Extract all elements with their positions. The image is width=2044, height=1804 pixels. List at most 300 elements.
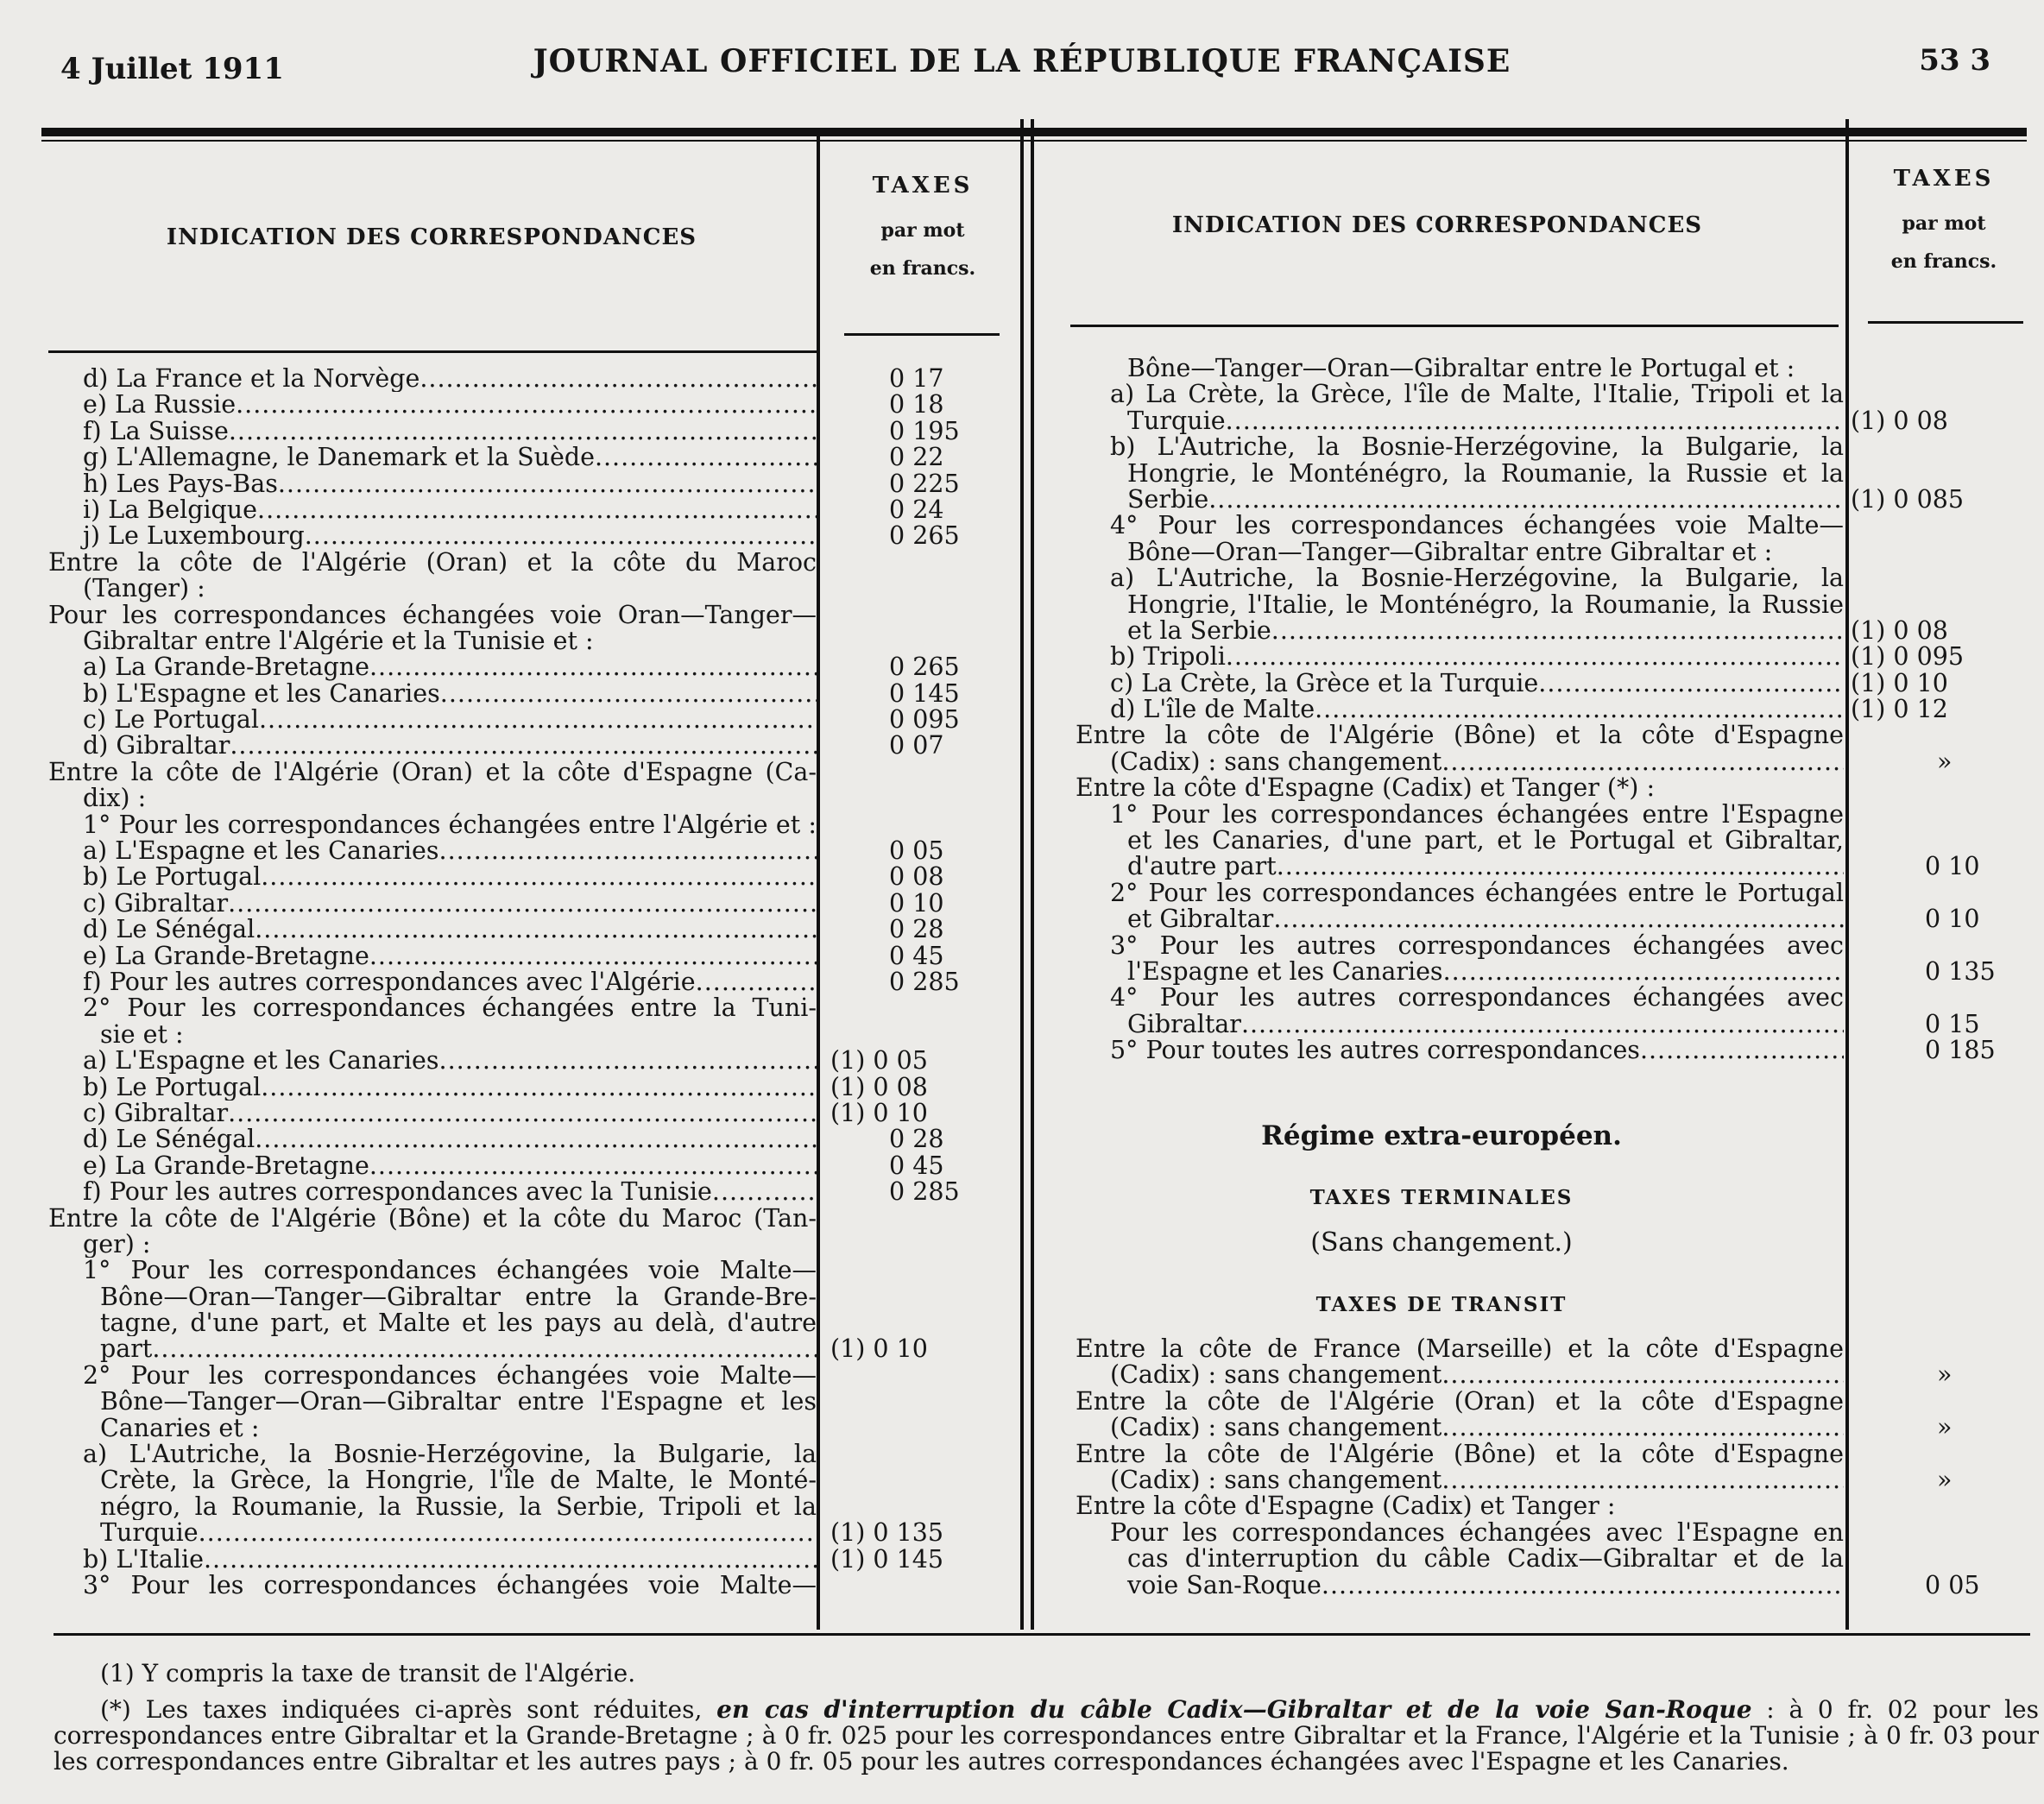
right-column-values <box>1851 356 2041 1064</box>
entry-line <box>1076 1038 1844 1063</box>
tax-value: 0 135 <box>1925 958 1996 986</box>
dot-leader <box>1442 1415 1844 1441</box>
dot-leader <box>255 1126 817 1152</box>
entry-text: a) L'Espagne et les Canaries <box>83 1048 439 1075</box>
tax-value <box>830 1284 1020 1310</box>
tax-value <box>1851 880 2041 906</box>
entry-text: f) Pour les autres correspondances avec l'Algérie <box>83 968 696 996</box>
tax-value: 0 45 <box>889 1152 944 1180</box>
tax-value <box>1851 1441 2041 1467</box>
divider-left-col <box>817 128 820 1630</box>
issue-date: 4 Juillet 1911 <box>60 52 284 86</box>
entry-line: Entre la côte de l'Algérie (Bône) et la côte d'Espagne <box>1076 1441 1844 1467</box>
entry-text: part <box>100 1336 153 1363</box>
tax-value <box>1851 539 2041 565</box>
entry-text: c) Gibraltar <box>83 1100 229 1127</box>
entry-text: d) La France et la Norvège <box>83 366 420 393</box>
entry-text: Turquie <box>1127 407 1226 435</box>
entry-line <box>48 366 817 392</box>
tax-value: 0 45 <box>889 943 944 969</box>
tax-value <box>830 1310 1020 1336</box>
tax-value: » <box>1937 1415 1953 1441</box>
entry-line <box>48 1416 817 1441</box>
tax-value <box>830 1389 1020 1415</box>
entry-line <box>1076 1362 1844 1388</box>
tax-value <box>830 1416 1020 1441</box>
tax-value <box>1851 933 2041 959</box>
entry-line: 3° Pour les autres correspondances échangées avec <box>1110 932 1844 959</box>
entry-text: b) Tripoli <box>1110 644 1226 671</box>
footnote-2-start: (*) Les taxes indiquées ci-après sont réduites, <box>100 1695 703 1724</box>
tax-value: (1) 0 10 <box>1851 670 1948 697</box>
divider-center-1 <box>1020 119 1024 1630</box>
entry-text: 5° Pour toutes les autres correspondances <box>1110 1038 1640 1064</box>
tax-value: (1) 0 08 <box>830 1074 928 1101</box>
entry-line <box>48 1336 817 1362</box>
regime-title: Régime extra-européen. <box>1261 1120 1622 1151</box>
entry-text: Entre la côte d'Espagne (Cadix) et Tanger (*) : <box>1076 775 1656 802</box>
dot-leader <box>229 419 817 445</box>
tax-value: 0 18 <box>889 392 944 419</box>
dot-leader <box>1271 618 1844 644</box>
entry-line <box>1076 854 1844 880</box>
entry-text: d) Le Sénégal <box>83 917 256 943</box>
tax-value: (1) 0 05 <box>830 1048 928 1075</box>
dot-leader <box>1538 671 1844 697</box>
entry-line <box>48 1048 817 1074</box>
tax-value: 0 05 <box>889 838 944 865</box>
entry-line: Entre la côte de l'Algérie (Bône) et la côte d'Espagne <box>1076 722 1844 749</box>
dot-leader <box>420 366 817 392</box>
tax-value <box>1851 985 2041 1011</box>
dot-leader <box>712 1179 817 1205</box>
entry-line <box>48 681 817 707</box>
entry-text: Turquie <box>100 1520 199 1547</box>
right-indication-header: INDICATION DES CORRESPONDANCES <box>1171 212 1703 238</box>
entry-line <box>1076 671 1844 697</box>
entry-line: négro, la Roumanie, la Russie, la Serbie, Tripoli et la <box>100 1493 817 1521</box>
entry-line <box>48 471 817 497</box>
dot-leader <box>1640 1038 1844 1063</box>
dot-leader <box>440 681 817 707</box>
entry-line <box>48 497 817 523</box>
entry-line <box>1076 408 1844 434</box>
entry-line: 2° Pour les correspondances échangées entre la Tuni- <box>83 995 817 1022</box>
entry-line: Entre la côte de l'Algérie (Oran) et la côte du Maroc <box>48 549 817 577</box>
entry-text: Entre la côte d'Espagne (Cadix) et Tanger : <box>1076 1493 1616 1520</box>
tax-value: » <box>1937 1467 1953 1494</box>
entry-text: sie et : <box>100 1021 184 1049</box>
entry-line <box>48 628 817 654</box>
dot-leader <box>261 1075 817 1101</box>
entry-line <box>48 1520 817 1546</box>
tax-value: 0 145 <box>889 680 960 708</box>
entry-line: 4° Pour les autres correspondances échangées avec <box>1110 985 1844 1012</box>
in-francs-label: en francs. <box>869 257 976 280</box>
page-number: 53 3 <box>1919 43 1990 78</box>
footnote-2-end: : à 0 fr. 02 pour les correspondances entre Gibraltar et la Grande-Bretagne ; à 0 fr. 025 pour les correspondances entre Gibraltar et la France, l'Algérie et la Tunisie ; à 0 fr. 03 pour les correspondances entre Gibraltar et les autres pays ; à 0 fr. 05 pour les autres correspondances échangées avec l'Espagne et les Canaries. <box>54 1695 2039 1776</box>
tax-value <box>1851 461 2041 487</box>
entry-line <box>48 969 817 995</box>
entry-text: (Cadix) : sans changement <box>1110 748 1442 776</box>
tax-value <box>1851 1520 2041 1546</box>
entry-text: Bône—Tanger—Oran—Gibraltar entre le Portugal et : <box>1127 356 1795 382</box>
entry-line: tagne, d'une part, et Malte et les pays au delà, d'autre <box>100 1310 817 1337</box>
entry-text: b) L'Italie <box>83 1546 204 1573</box>
entry-text: f) Pour les autres correspondances avec la Tunisie <box>83 1179 712 1206</box>
tax-value: (1) 0 08 <box>1851 407 1948 435</box>
tax-value <box>830 1363 1020 1389</box>
entry-line <box>48 1101 817 1126</box>
tax-value <box>830 1494 1020 1520</box>
entry-line <box>1076 1012 1844 1038</box>
tax-value <box>1851 802 2041 828</box>
entry-text: (Cadix) : sans changement <box>1110 1467 1442 1494</box>
entry-text: l'Espagne et les Canaries <box>1127 958 1443 986</box>
entry-line <box>48 392 817 418</box>
left-taxes-header <box>825 173 1020 280</box>
entry-line: 2° Pour les correspondances échangées entre le Portugal <box>1110 880 1844 907</box>
entry-line <box>48 1153 817 1179</box>
tax-value: 0 195 <box>889 418 960 445</box>
entry-text: i) La Belgique <box>83 496 258 524</box>
tax-value: 0 285 <box>889 968 960 996</box>
tax-value: » <box>1937 748 1953 776</box>
tax-value <box>830 576 1020 602</box>
entry-text: (Tanger) : <box>83 576 205 602</box>
dot-leader <box>369 1153 817 1179</box>
dot-leader <box>305 523 817 549</box>
terminal-taxes-heading: TAXES TERMINALES <box>1309 1186 1574 1209</box>
tax-value: (1) 0 10 <box>830 1100 928 1127</box>
bottom-rule <box>54 1633 2030 1636</box>
entry-line <box>48 1232 817 1258</box>
entry-line: a) L'Autriche, la Bosnie-Herzégovine, la Bulgarie, la <box>83 1441 817 1468</box>
dot-leader <box>257 497 817 523</box>
tax-value: (1) 0 12 <box>1851 697 1948 723</box>
right-taxes-rule <box>1868 321 2023 324</box>
entry-line: Bône—Tanger—Oran—Gibraltar entre l'Espagne et les <box>100 1389 817 1416</box>
dot-leader <box>261 864 817 890</box>
entry-text: g) L'Allemagne, le Danemark et la Suède <box>83 445 595 471</box>
entry-text: e) La Russie <box>83 392 237 419</box>
entry-line: a) La Crète, la Grèce, l'île de Malte, l'Italie, Tripoli et la <box>1110 382 1844 408</box>
dot-leader <box>199 1520 817 1546</box>
entry-line <box>1076 356 1844 382</box>
left-column-values <box>830 366 1020 1599</box>
left-header-rule <box>48 350 817 353</box>
transit-values <box>1851 1336 2041 1599</box>
tax-value <box>1851 592 2041 618</box>
entry-line: a) L'Autriche, la Bosnie-Herzégovine, la Bulgarie, la <box>1110 565 1844 592</box>
tax-value <box>830 760 1020 785</box>
top-rule-thin <box>41 140 2027 142</box>
entry-line <box>1076 618 1844 644</box>
transit-taxes-heading: TAXES DE TRANSIT <box>1315 1293 1568 1316</box>
taxes-label: TAXES <box>1893 166 1995 192</box>
dot-leader <box>230 733 817 759</box>
entry-text: d'autre part <box>1127 854 1277 880</box>
tax-value: 0 095 <box>889 707 960 734</box>
entry-text: d) Gibraltar <box>83 733 230 760</box>
entry-text: dix) : <box>83 785 147 812</box>
dot-leader <box>1442 749 1844 775</box>
dot-leader <box>236 392 817 418</box>
entry-line: 2° Pour les correspondances échangées voie Malte— <box>83 1362 817 1390</box>
tax-value <box>1851 565 2041 591</box>
tax-value: 0 265 <box>889 654 960 681</box>
dot-leader <box>259 707 817 733</box>
top-rule <box>41 128 2027 136</box>
tax-value <box>1851 1389 2041 1415</box>
entry-line: Bône—Oran—Tanger—Gibraltar entre la Grande-Bre- <box>100 1284 817 1311</box>
entry-line: cas d'interruption du câble Cadix—Gibraltar et de la <box>1127 1546 1844 1573</box>
dot-leader <box>369 943 817 969</box>
tax-value: 0 185 <box>1925 1038 1996 1064</box>
tax-value: (1) 0 10 <box>830 1336 928 1363</box>
tax-value <box>1851 382 2041 407</box>
entry-text: b) Le Portugal <box>83 864 262 891</box>
tax-value <box>1851 434 2041 460</box>
footnotes <box>54 1661 2039 1775</box>
dot-leader <box>1226 408 1844 434</box>
tax-value: 0 07 <box>889 733 944 760</box>
entry-text: (Cadix) : sans changement <box>1110 1362 1442 1389</box>
entry-line <box>48 943 817 969</box>
dot-leader <box>369 654 817 680</box>
tax-value: 0 17 <box>889 366 944 393</box>
entry-text: b) Le Portugal <box>83 1074 262 1101</box>
tax-value <box>830 1022 1020 1048</box>
entry-line <box>1076 775 1844 801</box>
dot-leader <box>1226 644 1844 670</box>
entry-text: b) L'Espagne et les Canaries <box>83 680 440 708</box>
entry-line: b) L'Autriche, la Bosnie-Herzégovine, la Bulgarie, la <box>1110 434 1844 461</box>
dot-leader <box>152 1336 817 1362</box>
tax-value: (1) 0 08 <box>1851 617 1948 645</box>
tax-value <box>1851 722 2041 748</box>
transit-entries <box>1076 1336 1844 1599</box>
entry-line <box>48 523 817 549</box>
footnote-1: (1) Y compris la taxe de transit de l'Algérie. <box>100 1659 636 1687</box>
tax-value <box>830 1258 1020 1284</box>
page-header <box>0 35 2044 95</box>
entry-text: Bône—Oran—Tanger—Gibraltar entre Gibraltar et : <box>1127 539 1773 566</box>
tax-value: 0 22 <box>889 445 944 471</box>
entry-line <box>1076 644 1844 670</box>
entry-line <box>48 654 817 680</box>
entry-line: Entre la côte de l'Algérie (Oran) et la côte d'Espagne <box>1076 1388 1844 1416</box>
tax-value: 0 10 <box>1925 906 1980 933</box>
tax-value: 0 28 <box>889 917 944 943</box>
footnote-2-emphasis: en cas d'interruption du câble Cadix—Gibraltar et de la voie San-Roque <box>716 1695 1752 1724</box>
dot-leader <box>696 969 817 995</box>
tax-value: 0 08 <box>889 864 944 891</box>
tax-value: 0 10 <box>889 890 944 918</box>
right-header-rule <box>1070 325 1839 327</box>
entry-text: Gibraltar entre l'Algérie et la Tunisie et : <box>83 628 594 655</box>
dot-leader <box>1277 854 1844 880</box>
entry-line <box>48 1075 817 1101</box>
dot-leader <box>1273 906 1844 932</box>
entry-line <box>48 864 817 890</box>
dot-leader <box>1322 1573 1844 1599</box>
footnote-2 <box>54 1697 2039 1775</box>
entry-line: Pour les correspondances échangées voie Oran—Tanger— <box>48 602 817 628</box>
tax-value: 0 285 <box>889 1179 960 1206</box>
entry-line <box>1076 697 1844 722</box>
entry-text: Serbie <box>1127 486 1209 514</box>
dot-leader <box>439 838 817 864</box>
entry-text: Gibraltar <box>1127 1011 1241 1038</box>
entry-line: 4° Pour les correspondances échangées voie Malte— <box>1110 513 1844 539</box>
entry-text: voie San-Roque <box>1127 1572 1322 1599</box>
tax-value: (1) 0 145 <box>830 1546 944 1573</box>
tax-value: 0 05 <box>1925 1572 1980 1599</box>
entry-text: f) La Suisse <box>83 418 229 445</box>
per-word-label: par mot <box>1902 212 1986 235</box>
tax-value: (1) 0 085 <box>1851 486 1965 514</box>
tax-value <box>830 1573 1020 1599</box>
dot-leader <box>1208 487 1844 513</box>
left-indication-header: INDICATION DES CORRESPONDANCES <box>166 224 697 250</box>
in-francs-label: en francs. <box>1890 250 1997 273</box>
entry-text: et la Serbie <box>1127 617 1271 645</box>
entry-line <box>48 891 817 917</box>
tax-value: 0 225 <box>889 470 960 497</box>
entry-line: 3° Pour les correspondances échangées voie Malte— <box>83 1572 817 1599</box>
entry-line: Entre la côte de l'Algérie (Bône) et la côte du Maroc (Tan- <box>48 1205 817 1232</box>
tax-value: (1) 0 095 <box>1851 644 1965 671</box>
tax-value <box>830 1232 1020 1258</box>
entry-line <box>48 419 817 445</box>
entry-line <box>48 1179 817 1205</box>
tax-value: » <box>1937 1362 1953 1389</box>
per-word-label: par mot <box>880 219 965 242</box>
tax-value: 0 10 <box>1925 854 1980 880</box>
dot-leader <box>278 471 817 497</box>
entry-line <box>1076 959 1844 985</box>
entry-line <box>1076 906 1844 932</box>
entry-line <box>48 1126 817 1152</box>
tax-value <box>830 812 1020 838</box>
entry-line <box>1076 1573 1844 1599</box>
dot-leader <box>595 445 817 470</box>
tax-value <box>830 550 1020 576</box>
entry-text: a) La Grande-Bretagne <box>83 654 369 681</box>
dot-leader <box>204 1547 817 1573</box>
entry-line <box>48 445 817 470</box>
entry-line: Entre la côte de l'Algérie (Oran) et la côte d'Espagne (Ca- <box>48 759 817 786</box>
tax-value <box>830 1467 1020 1493</box>
tax-value <box>830 1206 1020 1232</box>
entry-text: d) L'île de Malte <box>1110 697 1315 723</box>
entry-line <box>1076 1415 1844 1441</box>
entry-text: e) La Grande-Bretagne <box>83 1152 369 1180</box>
entry-line <box>1076 749 1844 775</box>
entry-line: Hongrie, l'Italie, le Monténégro, la Roumanie, la Russie <box>1127 591 1844 618</box>
tax-value <box>830 785 1020 811</box>
right-column-entries <box>1076 356 1844 1064</box>
dot-leader <box>1443 959 1844 985</box>
tax-value <box>1851 356 2041 382</box>
entry-text: c) Le Portugal <box>83 707 259 734</box>
tax-value <box>830 628 1020 654</box>
entry-text: c) La Crète, la Grèce et la Turquie <box>1110 670 1539 697</box>
taxes-label: TAXES <box>872 173 974 199</box>
divider-right-col <box>1845 119 1849 1630</box>
dot-leader <box>255 917 817 943</box>
entry-line <box>48 1547 817 1573</box>
entry-text: et Gibraltar <box>1127 906 1274 933</box>
entry-text: ger) : <box>83 1231 151 1258</box>
divider-center-2 <box>1031 119 1034 1630</box>
left-column-entries <box>48 366 817 1599</box>
dot-leader <box>1442 1362 1844 1388</box>
entry-text: d) Le Sénégal <box>83 1126 256 1153</box>
tax-value: 0 24 <box>889 496 944 524</box>
right-taxes-header <box>1849 166 2039 273</box>
dot-leader <box>1241 1012 1844 1038</box>
entry-line <box>48 917 817 943</box>
entry-line: Entre la côte de France (Marseille) et la côte d'Espagne <box>1076 1336 1844 1363</box>
tax-value: (1) 0 135 <box>830 1520 944 1547</box>
dot-leader <box>228 1101 817 1126</box>
tax-value <box>830 602 1020 628</box>
entry-line <box>48 838 817 864</box>
journal-title: JOURNAL OFFICIEL DE LA RÉPUBLIQUE FRANÇAISE <box>533 43 1511 79</box>
dot-leader <box>439 1048 817 1074</box>
tax-value <box>1851 828 2041 854</box>
entry-line: et les Canaries, d'une part, et le Portugal et Gibraltar, <box>1127 828 1844 855</box>
tax-value <box>830 1441 1020 1467</box>
entry-line <box>48 785 817 811</box>
tax-value <box>830 995 1020 1021</box>
dot-leader <box>1442 1467 1844 1493</box>
entry-text: j) Le Luxembourg <box>83 523 305 550</box>
entry-line: 1° Pour les correspondances échangées entre l'Espagne <box>1110 801 1844 829</box>
entry-line <box>1076 539 1844 565</box>
entry-line <box>48 707 817 733</box>
tax-value <box>1851 1546 2041 1572</box>
entry-line <box>1076 487 1844 513</box>
entry-line <box>48 733 817 759</box>
tax-value: 0 28 <box>889 1126 944 1153</box>
tax-value <box>1851 1493 2041 1519</box>
entry-line <box>48 576 817 602</box>
tax-value <box>1851 775 2041 801</box>
tax-value: 0 15 <box>1925 1011 1980 1038</box>
entry-line: 1° Pour les correspondances échangées entre l'Algérie et : <box>83 811 817 839</box>
entry-line: Hongrie, le Monténégro, la Roumanie, la Russie et la <box>1127 460 1844 487</box>
sans-changement-note: (Sans changement.) <box>1310 1227 1573 1258</box>
dot-leader <box>228 891 817 917</box>
entry-line <box>1076 1467 1844 1493</box>
entry-text: a) L'Espagne et les Canaries <box>83 838 439 865</box>
entry-text: c) Gibraltar <box>83 890 229 918</box>
left-taxes-rule <box>844 333 1000 336</box>
entry-line <box>48 1022 817 1048</box>
entry-text: e) La Grande-Bretagne <box>83 943 369 969</box>
entry-text: (Cadix) : sans changement <box>1110 1415 1442 1441</box>
entry-text: h) Les Pays-Bas <box>83 470 278 497</box>
entry-text: Canaries et : <box>100 1415 260 1442</box>
tax-value: 0 265 <box>889 523 960 550</box>
entry-line: 1° Pour les correspondances échangées voie Malte— <box>83 1258 817 1284</box>
entry-line: Crète, la Grèce, la Hongrie, l'île de Malte, le Monté- <box>100 1467 817 1494</box>
entry-line <box>1076 1493 1844 1519</box>
tax-value <box>1851 513 2041 539</box>
